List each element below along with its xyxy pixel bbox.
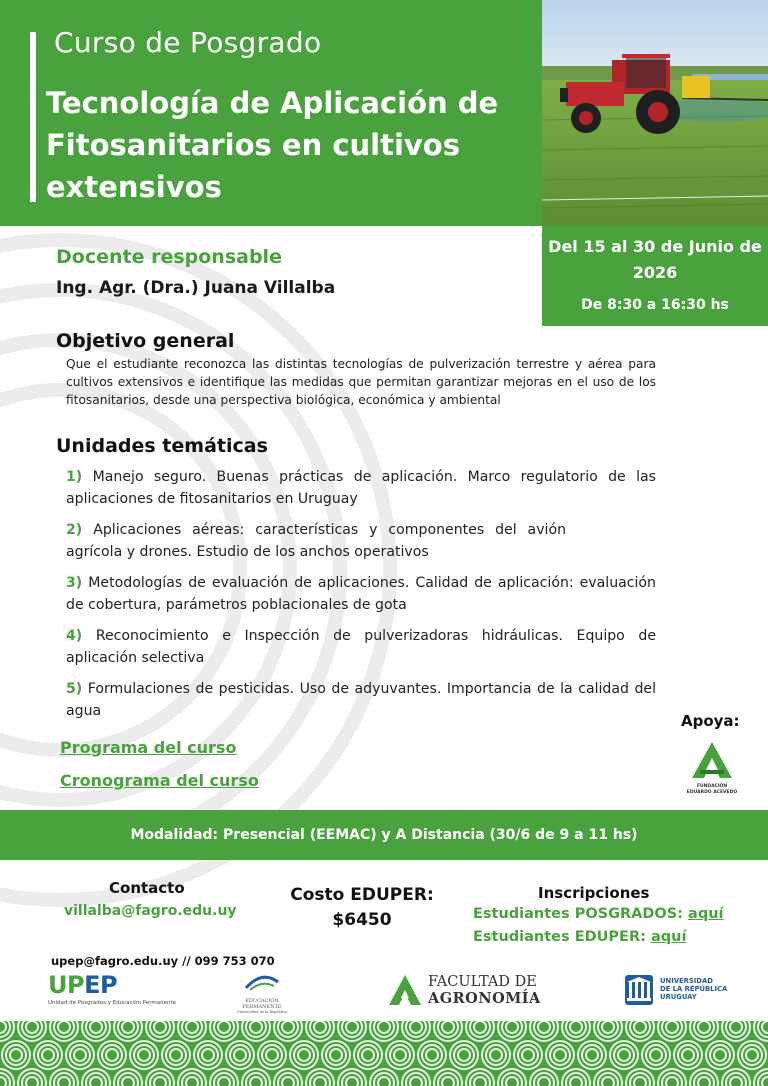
contacto-email-link[interactable]: villalba@fagro.edu.uy bbox=[64, 903, 237, 919]
docente-name: Ing. Agr. (Dra.) Juana Villalba bbox=[56, 278, 336, 298]
decorative-pattern-footer bbox=[0, 1021, 768, 1086]
inscripciones-heading: Inscripciones bbox=[538, 884, 650, 902]
facultad-label: FACULTAD DE bbox=[428, 974, 537, 990]
posgrados-link[interactable]: aquí bbox=[688, 906, 724, 922]
facultad-agronomia-logo bbox=[388, 974, 541, 1010]
tractor-photo bbox=[542, 0, 768, 226]
cronograma-link[interactable]: Cronograma del curso bbox=[60, 771, 259, 790]
unit-number: 1) bbox=[66, 469, 83, 485]
unit-text: Aplicaciones aéreas: características y componentes del avión agrícola y drones. Estudio de los anchos operativos bbox=[66, 522, 566, 560]
dates-box bbox=[542, 226, 768, 326]
unit-text: Formulaciones de pesticidas. Uso de adyuvantes. Importancia de la calidad del agua bbox=[66, 681, 656, 719]
agronomia-label: AGRONOMÍA bbox=[428, 990, 541, 1007]
udelar-shield-icon bbox=[624, 974, 654, 1006]
contacto-heading: Contacto bbox=[109, 879, 185, 897]
unit-number: 4) bbox=[66, 628, 83, 644]
educacion-permanente-icon bbox=[242, 972, 282, 994]
unidades-heading: Unidades temáticas bbox=[56, 435, 268, 457]
educacion-permanente-sub: Universidad de la República bbox=[236, 1010, 288, 1014]
costo-block bbox=[286, 883, 438, 933]
unit-item bbox=[66, 466, 656, 510]
date-range: Del 15 al 30 de Junio de 2026 bbox=[548, 237, 762, 282]
fundacion-name-2: EDUARDO ACEVEDO bbox=[686, 789, 738, 795]
inscripcion-posgrados bbox=[473, 906, 724, 922]
costo-value: $6450 bbox=[332, 910, 392, 930]
educacion-permanente-text: EDUCACIÓN PERMANENTE bbox=[242, 998, 282, 1010]
udelar-text: UNIVERSIDAD DE LA REPÚBLICA URUGUAY bbox=[660, 977, 728, 1001]
educacion-permanente-logo bbox=[226, 972, 298, 1014]
unit-item bbox=[66, 625, 656, 669]
header-accent-bar bbox=[30, 32, 36, 202]
docente-heading: Docente responsable bbox=[56, 246, 282, 268]
udelar-logo bbox=[624, 974, 728, 1010]
inscripcion-eduper bbox=[473, 929, 686, 945]
programa-link[interactable]: Programa del curso bbox=[60, 738, 237, 757]
course-title: Tecnología de Aplicación de Fitosanitarios en cultivos extensivos bbox=[46, 86, 499, 204]
modalidad-band: Modalidad: Presencial (EEMAC) y A Distancia (30/6 de 9 a 11 hs) bbox=[0, 810, 768, 860]
fundacion-logo bbox=[686, 740, 738, 795]
fundacion-name-1: FUNDACIÓN bbox=[696, 784, 728, 789]
unit-number: 2) bbox=[66, 522, 83, 538]
course-hours: De 8:30 a 16:30 hs bbox=[581, 297, 729, 313]
upep-logo bbox=[48, 971, 176, 1006]
header-banner bbox=[0, 0, 542, 226]
objetivo-heading: Objetivo general bbox=[56, 330, 235, 352]
eduper-link[interactable]: aquí bbox=[650, 929, 687, 945]
fundacion-a-icon bbox=[686, 740, 738, 780]
unit-text: Reconocimiento e Inspección de pulverizadoras hidráulicas. Equipo de aplicación selectiva bbox=[66, 628, 657, 666]
unit-text: Metodologías de evaluación de aplicaciones. Calidad de aplicación: evaluación de cobertura, parámetros poblacionales de gota bbox=[66, 575, 656, 613]
eduper-label: Estudiantes EDUPER: bbox=[473, 929, 646, 945]
upep-wordmark: UPEP bbox=[48, 971, 118, 999]
agronomia-a-icon bbox=[388, 974, 422, 1006]
unit-number: 3) bbox=[66, 575, 83, 591]
apoya-label: Apoya: bbox=[681, 712, 740, 730]
upep-contact: upep@fagro.edu.uy // 099 753 070 bbox=[51, 954, 275, 968]
objetivo-text: Que el estudiante reconozca las distintas tecnologías de pulverización terrestre y aérea para cultivos extensivos e identifique las medidas que permitan garantizar mejoras en el uso de los fitosanitarios, desde una perspectiva biológica, económica y ambiental bbox=[66, 357, 656, 407]
costo-heading: Costo EDUPER: bbox=[290, 885, 434, 905]
unit-number: 5) bbox=[66, 681, 83, 697]
unit-item bbox=[66, 572, 656, 616]
posgrados-label: Estudiantes POSGRADOS: bbox=[473, 906, 683, 922]
upep-subtitle: Unidad de Posgrados y Educación Permanente bbox=[48, 1000, 177, 1006]
unit-item bbox=[66, 678, 656, 722]
unit-text: Manejo seguro. Buenas prácticas de aplicación. Marco regulatorio de las aplicaciones de fitosanitarios en Uruguay bbox=[66, 469, 656, 507]
unit-item bbox=[66, 519, 566, 563]
course-kicker: Curso de Posgrado bbox=[54, 26, 322, 59]
